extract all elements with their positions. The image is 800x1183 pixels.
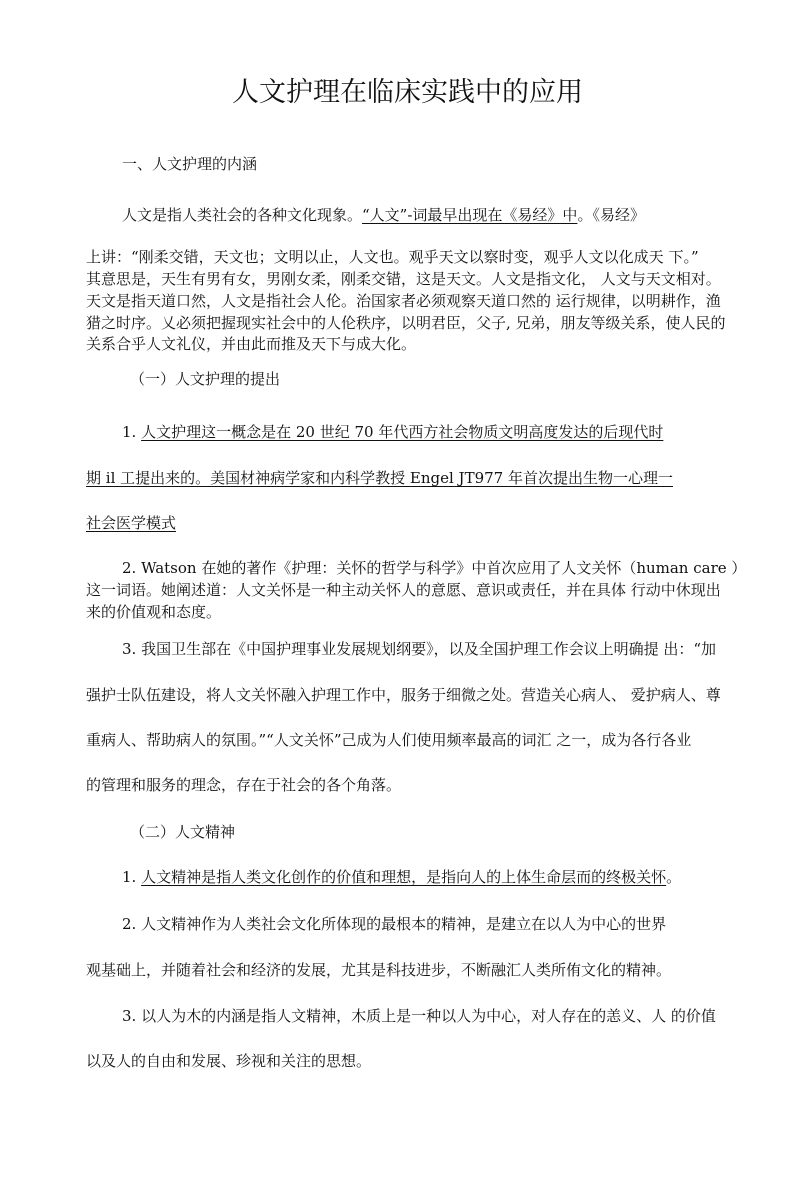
section-heading-1: 一、人文护理的内涵 — [122, 155, 258, 173]
s1-p3-line-2: 强护士队伍建设，将人文关怀融入护理工作中，服务于细微之处。营造关心病人、 爱护病人、尊 — [86, 686, 721, 704]
intro-line-2: 上讲：“刚柔交错，天文也；文明以止，人文也。观乎天文以察时变，观乎人文以化成天 下。” — [86, 248, 699, 266]
s2-p3-line-1: 3. 以人为木的内涵是指人文精神，木质上是一种以人为中心，对人存在的恙义、人 的价值 — [122, 1007, 716, 1025]
intro-line-5: 猎之时序。乂必须把握现实社会中的人伦秩序，以明君臣，父子, 兄弟，朋友等级关系，使人民的 — [86, 314, 726, 332]
intro-text: 人文是指人类社会的各种文化现象。 — [122, 206, 363, 224]
underlined-text: 人文精神是指人类文化创作的价值和理想，是指向人的上体生命层而的终极关怀 — [141, 868, 667, 886]
s2-p2-line-2: 观基础上，并随着社会和经济的发展，尤其是科技进步，不断融汇人类所侑文化的精神。 — [86, 961, 672, 979]
s1-p1-line-3: 社会医学模式 — [86, 514, 177, 532]
s1-p1-line-2: 期 il 工提出来的。美国材神病学家和内科学教授 Engel JT977 年首次提出生物一心理一 — [86, 469, 673, 487]
intro-line-6: 关系合乎人文礼仪，并由此而推及天下与成大化。 — [86, 335, 417, 353]
period: 。 — [666, 868, 682, 886]
page-title: 人文护理在临床实践中的应用 — [232, 77, 583, 108]
s1-p3-line-1: 3. 我国卫生部在《中国护理事业发展规划纲要》，以及全国护理工作会议上明确提 出：“加 — [122, 640, 717, 658]
s2-p3-line-2: 以及人的自由和发展、珍视和关注的思想。 — [86, 1052, 372, 1070]
s1-p2-line-1: 2. Watson 在她的著作《护理：关怀的哲学与科学》中首次应用了人文关怀（human care ） — [122, 559, 747, 577]
underlined-quote: “人文”-词最早出现在《易经》中 — [362, 206, 578, 224]
s1-p1-line-1 — [122, 421, 663, 443]
s1-p2-line-3: 来的价值观和态度。 — [86, 603, 222, 621]
list-number: 1. — [122, 423, 142, 441]
s2-p1-line-1 — [122, 866, 681, 888]
section-heading-1-1: （一）人文护理的提出 — [130, 370, 281, 388]
s1-p3-line-4: 的管理和服务的理念，存在于社会的各个角落。 — [86, 776, 402, 794]
s1-p2-line-2: 这一词语。她阐述道：人文关怀是一种主动关怀人的意愿、意识或责任，并在具体 行动中休现出 — [86, 581, 721, 599]
s2-p2-line-1: 2. 人文精神作为人类社会文化所体现的最根本的精神，是建立在以人为中心的世界 — [122, 915, 667, 933]
s1-p3-line-3: 重病人、帮助病人的氛围。”“人文关怀”己成为人们使用频率最高的词汇 之一，成为各行各业 — [86, 731, 692, 749]
intro-line-4: 天文是指天道口然，人文是指社会人伦。治国家者必须观察天道口然的 运行规律，以明耕作，渔 — [86, 292, 721, 310]
intro-text: 。《易经》 — [577, 206, 645, 224]
section-heading-1-2: （二）人文精神 — [130, 823, 236, 841]
intro-line-3: 其意思是，天生有男有女，男刚女柔，刚柔交错，这是天文。人文是指文化， 人文与天文相对。 — [86, 270, 721, 288]
underlined-text: 人文护理这一概念是在 20 世纪 70 年代西方社会物质文明高度发达的后现代时 — [141, 423, 664, 441]
list-number: 1. — [122, 868, 142, 886]
intro-line-1 — [122, 204, 645, 226]
